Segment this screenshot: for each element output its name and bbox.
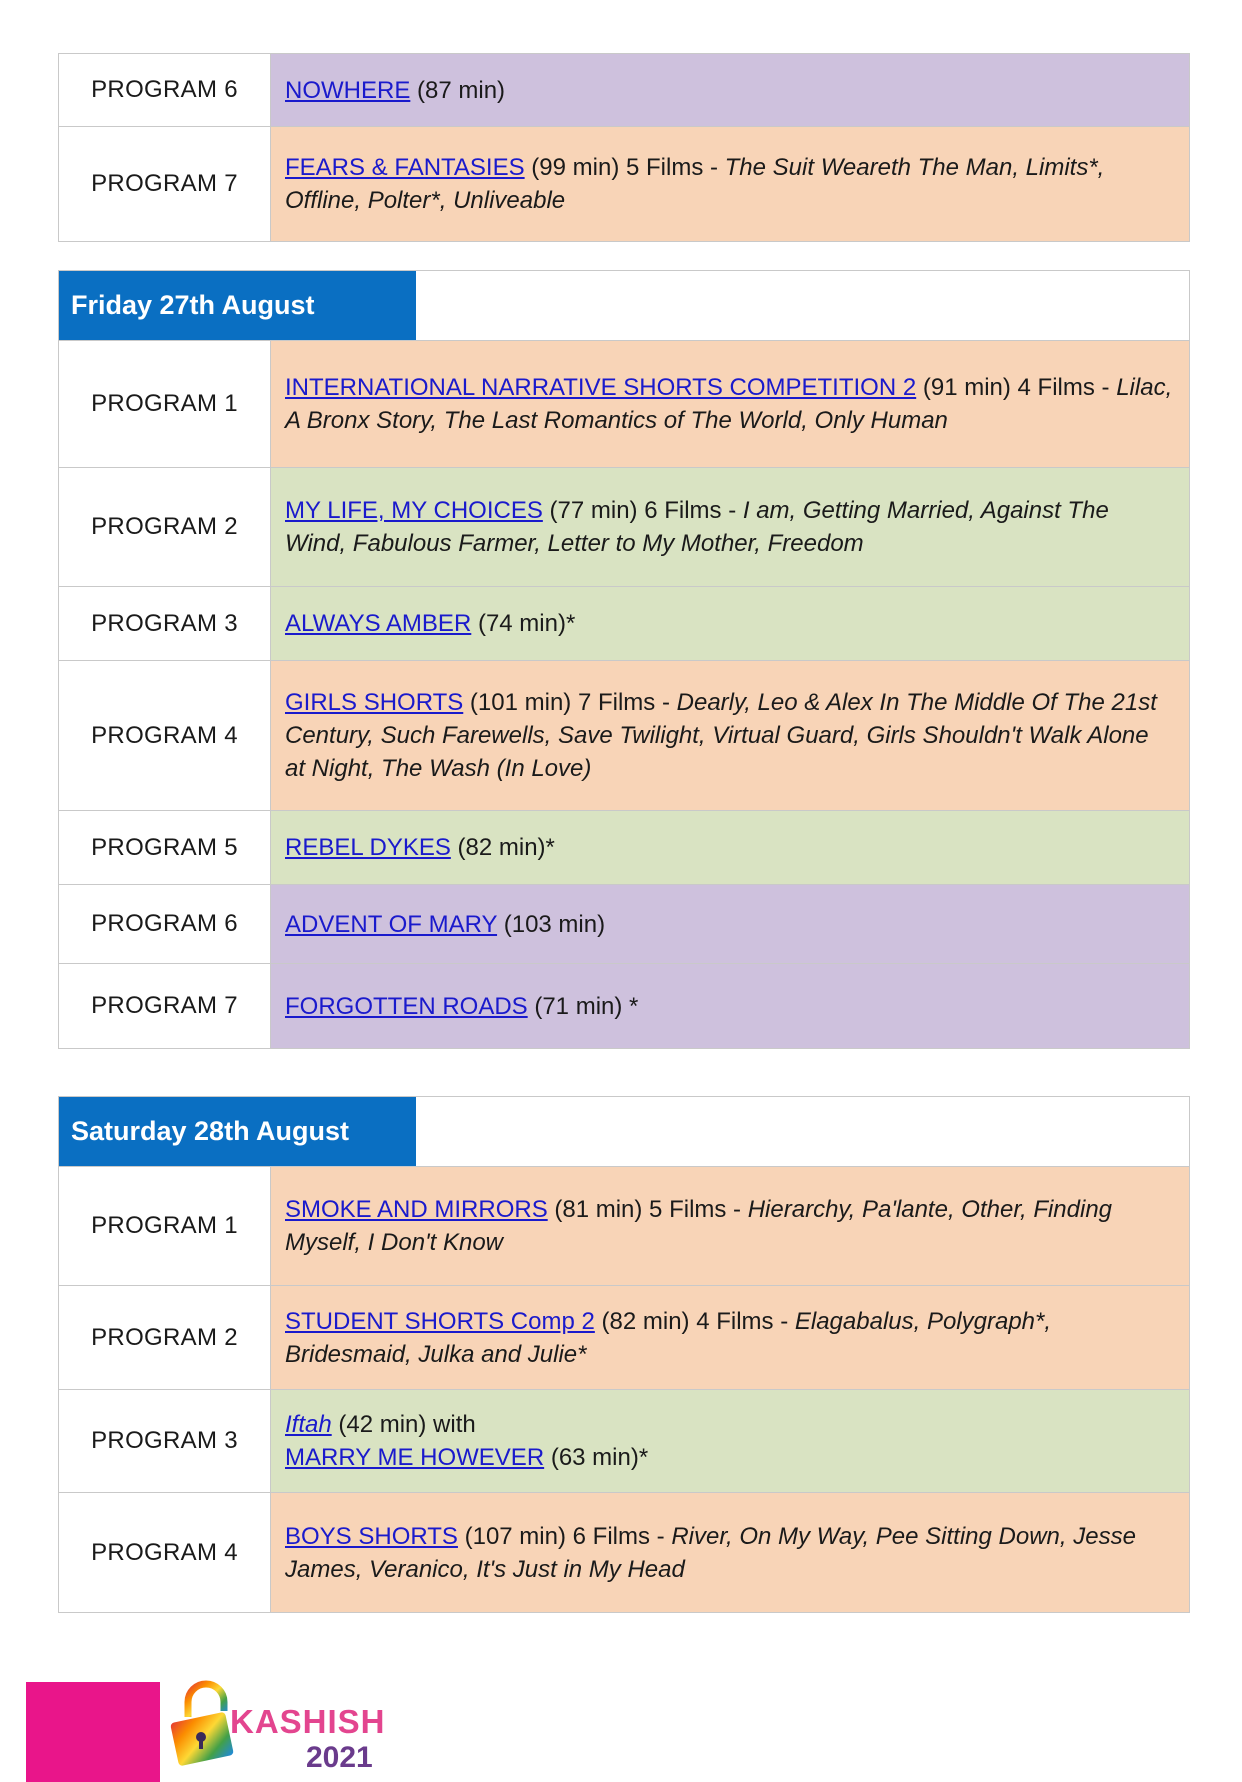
program-info: (87 min): [410, 76, 506, 104]
program-row: [59, 811, 1189, 885]
program-label: PROGRAM 1: [59, 341, 271, 467]
logo-wordmark: KASHISH: [230, 1703, 386, 1740]
program-row: [59, 587, 1189, 661]
program-label: PROGRAM 3: [59, 587, 271, 660]
program-info: (81 min) 5 Films -: [547, 1196, 748, 1223]
film-title-link[interactable]: ALWAYS AMBER: [285, 610, 472, 637]
program-description: [271, 468, 1189, 586]
program-info: (82 min)*: [450, 834, 555, 861]
program-row: [59, 885, 1189, 964]
film-list: Dearly, Leo & Alex In The Middle Of The 21st Century, Such Farewells, Save Twilight, Virtual Guard, Girls Shouldn't Walk Alone at Night, The Wash (In Love): [285, 689, 1157, 782]
program-description: [271, 1390, 1189, 1492]
film-title-link[interactable]: FEARS & FANTASIES: [285, 154, 525, 181]
program-row: [59, 127, 1189, 241]
program-row: [59, 1390, 1189, 1493]
schedule-table-continued: [58, 53, 1190, 242]
program-description: [271, 127, 1189, 241]
kashish-logo: [168, 1677, 388, 1782]
program-label: PROGRAM 2: [59, 468, 271, 586]
program-description: [271, 811, 1189, 884]
program-description: [271, 885, 1189, 963]
film-list: Hierarchy, Pa'lante, Other, Finding Myself, I Don't Know: [285, 1196, 1113, 1256]
program-row: [59, 468, 1189, 587]
program-info: (103 min): [497, 910, 606, 938]
program-description: [271, 54, 1189, 126]
footer-accent-bar: [26, 1682, 160, 1782]
program-row: [59, 1493, 1189, 1612]
film-title-link[interactable]: REBEL DYKES: [285, 834, 451, 861]
program-info: (77 min) 6 Films -: [542, 497, 743, 524]
friday-schedule-table: [58, 270, 1190, 1049]
day-header-row: [59, 1097, 1189, 1167]
film-title-link[interactable]: FORGOTTEN ROADS: [285, 992, 528, 1020]
program-info-2: (63 min)*: [544, 1444, 649, 1471]
film-title-link[interactable]: Iftah: [285, 1411, 332, 1438]
program-row: [59, 54, 1189, 127]
program-label: PROGRAM 1: [59, 1167, 271, 1285]
program-label: PROGRAM 6: [59, 54, 271, 126]
program-label: PROGRAM 4: [59, 1493, 271, 1612]
film-title-link[interactable]: GIRLS SHORTS: [285, 689, 464, 716]
film-list: The Suit Weareth The Man, Limits*, Offline, Polter*, Unliveable: [285, 154, 1105, 214]
film-title-link-2[interactable]: MARRY ME HOWEVER: [285, 1444, 545, 1471]
program-info: (82 min) 4 Films -: [594, 1307, 795, 1335]
program-info: (101 min) 7 Films -: [463, 689, 677, 716]
film-title-link[interactable]: SMOKE AND MIRRORS: [285, 1196, 548, 1223]
program-info: (91 min) 4 Films -: [916, 374, 1117, 401]
film-title-link[interactable]: INTERNATIONAL NARRATIVE SHORTS COMPETITION 2: [285, 374, 917, 401]
program-label: PROGRAM 7: [59, 964, 271, 1048]
film-list: I am, Getting Married, Against The Wind, Fabulous Farmer, Letter to My Mother, Freedom: [285, 497, 1109, 557]
program-label: PROGRAM 2: [59, 1286, 271, 1389]
program-row: [59, 661, 1189, 811]
film-title-link[interactable]: MY LIFE, MY CHOICES: [285, 497, 543, 524]
film-title-link[interactable]: NOWHERE: [285, 76, 411, 104]
day-header: Saturday 28th August: [59, 1097, 416, 1166]
program-description: [271, 964, 1189, 1048]
program-description: [271, 587, 1189, 660]
saturday-schedule-table: [58, 1096, 1190, 1613]
program-description: [271, 1286, 1189, 1389]
program-label: PROGRAM 3: [59, 1390, 271, 1492]
program-label: PROGRAM 7: [59, 127, 271, 241]
program-info: (71 min) *: [527, 992, 639, 1020]
film-list: Lilac, A Bronx Story, The Last Romantics of The World, Only Human: [285, 374, 1173, 434]
program-label: PROGRAM 6: [59, 885, 271, 963]
logo-year: 2021: [306, 1741, 373, 1774]
program-info: (99 min) 5 Films -: [524, 154, 725, 181]
program-row: [59, 964, 1189, 1048]
film-title-link[interactable]: STUDENT SHORTS Comp 2: [285, 1307, 595, 1335]
program-info: (107 min) 6 Films -: [457, 1522, 672, 1550]
program-label: PROGRAM 5: [59, 811, 271, 884]
day-header: Friday 27th August: [59, 271, 416, 340]
program-description: [271, 1493, 1189, 1612]
program-row: [59, 341, 1189, 468]
program-description: [271, 661, 1189, 810]
film-list: Elagabalus, Polygraph*, Bridesmaid, Julka and Julie*: [285, 1307, 1052, 1368]
film-list: River, On My Way, Pee Sitting Down, Jesse James, Veranico, It's Just in My Head: [285, 1522, 1136, 1583]
program-description: [271, 341, 1189, 467]
program-info: (42 min) with: [331, 1411, 476, 1438]
program-row: [59, 1286, 1189, 1390]
day-header-row: [59, 271, 1189, 341]
program-row: [59, 1167, 1189, 1286]
program-info: (74 min)*: [471, 610, 576, 637]
program-label: PROGRAM 4: [59, 661, 271, 810]
film-title-link[interactable]: ADVENT OF MARY: [285, 910, 498, 938]
program-description: [271, 1167, 1189, 1285]
film-title-link[interactable]: BOYS SHORTS: [285, 1522, 458, 1550]
